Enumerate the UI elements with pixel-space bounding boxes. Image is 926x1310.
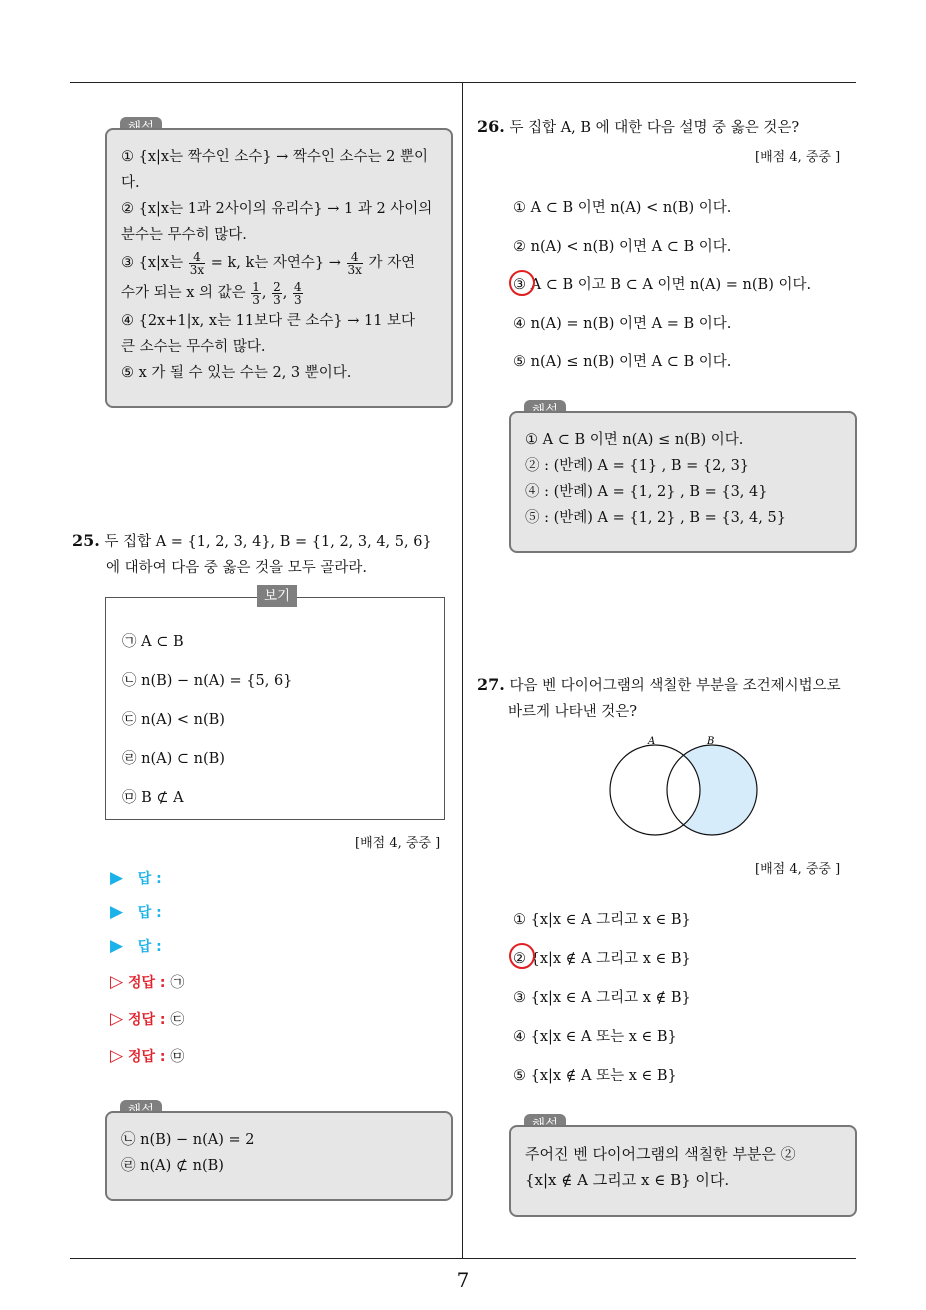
triangle-icon: ▶ <box>110 868 124 888</box>
fraction: $\frac{4}{3}$ <box>294 279 302 307</box>
outline-triangle-icon: ▷ <box>110 1046 124 1066</box>
question-27-line-2: 바르게 나타낸 것은? <box>508 704 638 720</box>
venn-label-b: B <box>707 736 715 747</box>
q27-option-3[interactable]: ③ {x|x ∈ A 그리고 x ∉ B} <box>513 990 691 1006</box>
fraction: $\frac{2}{3}$ <box>273 279 281 307</box>
solution-24-line-6: 수가 되는 x 의 값은 $\frac{1}{3}$ , $\frac{2}{3}$ , $\frac{4}{3}$ <box>121 279 302 307</box>
question-25 <box>72 528 432 581</box>
outline-triangle-icon: ▷ <box>110 972 124 992</box>
bogi-item-3: ㉢ n(A) < n(B) <box>122 712 225 728</box>
solution-27-line-2: {x|x ∉ A 그리고 x ∈ B} 이다. <box>525 1171 730 1189</box>
triangle-icon: ▶ <box>110 902 124 922</box>
question-25-meta: [배점 4, 중중 ] <box>355 836 441 851</box>
solution-24-line-5: ③ {x|x는 $\frac{4}{3x}$ = k, k는 자연수} → $\frac{4}{3x}$ 가 자연 <box>121 249 416 277</box>
solution-24-line-2: 다. <box>121 175 140 191</box>
answer-line-2[interactable]: ▶ 답 : <box>110 902 162 922</box>
question-27-line-1: 다음 벤 다이어그램의 색칠한 부분을 조건제시법으로 <box>509 678 841 694</box>
solution-25-line-1: ㉡ n(B) − n(A) = 2 <box>121 1132 255 1148</box>
triangle-icon: ▶ <box>110 936 124 956</box>
solution-26-line-4: ⑤ : (반례) A = {1, 2} , B = {3, 4, 5} <box>525 510 786 526</box>
answer-line-3[interactable]: ▶ 답 : <box>110 936 162 956</box>
bottom-rule <box>70 1258 856 1259</box>
solution-24-line-7: ④ {2x+1|x, x는 11보다 큰 소수} → 11 보다 <box>121 313 416 329</box>
bogi-item-2: ㉡ n(B) − n(A) = {5, 6} <box>122 673 293 689</box>
solution-26-line-2: ② : (반례) A = {1} , B = {2, 3} <box>525 458 750 474</box>
solution-25-box <box>105 1111 453 1201</box>
q26-option-5[interactable]: ⑤ n(A) ≤ n(B) 이면 A ⊂ B 이다. <box>513 354 732 370</box>
correct-answer-3: ▷ 정답 : ㉤ <box>110 1046 185 1066</box>
bogi-item-5: ㉤ B ⊄ A <box>122 790 184 806</box>
top-rule <box>70 82 856 83</box>
q26-option-1[interactable]: ① A ⊂ B 이면 n(A) < n(B) 이다. <box>513 200 732 216</box>
venn-label-a: A <box>648 736 656 747</box>
answer-mark-circle <box>509 270 535 296</box>
question-26-text: 두 집합 A, B 에 대한 다음 설명 중 옳은 것은? <box>509 120 800 136</box>
question-25-line-1: 두 집합 A = {1, 2, 3, 4}, B = {1, 2, 3, 4, 5, 6} <box>104 534 432 550</box>
outline-triangle-icon: ▷ <box>110 1009 124 1029</box>
bogi-item-4: ㉣ n(A) ⊂ n(B) <box>122 751 225 767</box>
solution-24-line-1: ① {x|x는 짝수인 소수} → 짝수인 소수는 2 뿐이 <box>121 149 429 165</box>
bogi-tag: 보기 <box>257 585 297 607</box>
fraction: $\frac{1}{3}$ <box>252 279 260 307</box>
solution-27-line-1: 주어진 벤 다이어그램의 색칠한 부분은 ② <box>525 1145 796 1163</box>
solution-26-box <box>509 411 857 553</box>
solution-27-box <box>509 1125 857 1217</box>
q27-option-2[interactable]: ② {x|x ∉ A 그리고 x ∈ B} <box>513 951 691 967</box>
solution-26-line-1: ① A ⊂ B 이면 n(A) ≤ n(B) 이다. <box>525 432 744 448</box>
solution-24-line-4: 분수는 무수히 많다. <box>121 227 247 243</box>
solution-26-line-3: ④ : (반례) A = {1, 2} , B = {3, 4} <box>525 484 768 500</box>
answer-line-1[interactable]: ▶ 답 : <box>110 868 162 888</box>
q27-option-1[interactable]: ① {x|x ∈ A 그리고 x ∈ B} <box>513 912 691 928</box>
solution-24-line-9: ⑤ x 가 될 수 있는 수는 2, 3 뿐이다. <box>121 365 352 381</box>
solution-25-line-2: ㉣ n(A) ⊄ n(B) <box>121 1158 224 1174</box>
question-27-meta: [배점 4, 중중 ] <box>755 862 841 877</box>
correct-answer-2: ▷ 정답 : ㉢ <box>110 1009 185 1029</box>
question-27-number: 27. <box>477 675 505 694</box>
bogi-item-1: ㉠ A ⊂ B <box>122 634 184 650</box>
q26-option-4[interactable]: ④ n(A) = n(B) 이면 A = B 이다. <box>513 316 732 332</box>
fraction: $\frac{4}{3x}$ <box>189 249 205 277</box>
question-25-line-2: 에 대하여 다음 중 옳은 것을 모두 골라라. <box>106 560 367 576</box>
q27-option-5[interactable]: ⑤ {x|x ∉ A 또는 x ∈ B} <box>513 1068 677 1084</box>
solution-24-line-3: ② {x|x는 1과 2사이의 유리수} → 1 과 2 사이의 <box>121 201 433 217</box>
solution-24-box <box>105 128 453 408</box>
q26-option-2[interactable]: ② n(A) < n(B) 이면 A ⊂ B 이다. <box>513 239 732 255</box>
venn-diagram <box>600 730 770 840</box>
question-26 <box>477 114 799 141</box>
q27-option-4[interactable]: ④ {x|x ∈ A 또는 x ∈ B} <box>513 1029 677 1045</box>
answer-mark-circle <box>509 943 535 969</box>
question-26-number: 26. <box>477 117 505 136</box>
question-27 <box>477 672 841 725</box>
correct-answer-1: ▷ 정답 : ㉠ <box>110 972 185 992</box>
question-25-number: 25. <box>72 531 100 550</box>
fraction: $\frac{4}{3x}$ <box>347 249 362 277</box>
column-divider <box>462 83 463 1258</box>
question-26-meta: [배점 4, 중중 ] <box>755 150 841 165</box>
q26-option-3[interactable]: ③ A ⊂ B 이고 B ⊂ A 이면 n(A) = n(B) 이다. <box>513 277 812 293</box>
solution-24-line-8: 큰 소수는 무수히 많다. <box>121 339 266 355</box>
page-number: 7 <box>456 1268 470 1292</box>
